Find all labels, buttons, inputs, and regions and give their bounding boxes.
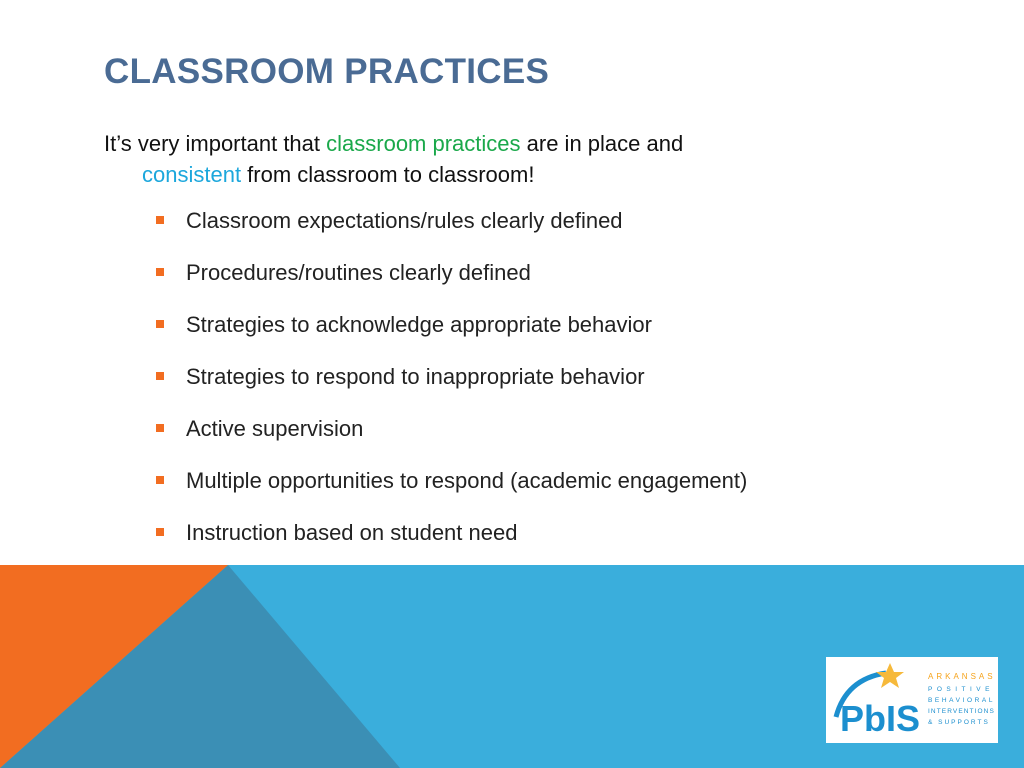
bullet-item [156, 359, 747, 411]
slide-title: CLASSROOM PRACTICES [104, 52, 550, 91]
intro-highlight-consistent: consistent [142, 162, 242, 187]
bullet-marker-icon [156, 372, 164, 380]
svg-text:INTERVENTIONS: INTERVENTIONS [928, 708, 995, 715]
bullet-text: Multiple opportunities to respond (academic engagement) [186, 468, 748, 493]
bullet-marker-icon [156, 320, 164, 328]
bullet-item [156, 411, 747, 463]
bullet-text: Strategies to acknowledge appropriate behavior [186, 312, 652, 337]
pbis-logo-wordmark: PbIS [840, 698, 921, 739]
bullet-item [156, 203, 747, 255]
bullet-marker-icon [156, 476, 164, 484]
svg-text:& SUPPORTS: & SUPPORTS [928, 719, 990, 726]
intro-part1: It’s very important that [104, 131, 327, 156]
bullet-item [156, 307, 747, 359]
bullet-text: Active supervision [186, 416, 364, 441]
bullet-marker-icon [156, 528, 164, 536]
bullet-text: Strategies to respond to inappropriate behavior [186, 364, 645, 389]
bullet-text: Classroom expectations/rules clearly defined [186, 208, 623, 233]
bullet-text: Instruction based on student need [186, 520, 518, 545]
pbis-logo [826, 657, 998, 743]
bullet-item [156, 463, 747, 515]
svg-text:ARKANSAS: ARKANSAS [928, 672, 996, 681]
intro-line2 [104, 159, 904, 190]
intro-part2: are in place and [520, 131, 684, 156]
bullet-list [156, 203, 747, 567]
bullet-marker-icon [156, 424, 164, 432]
bullet-marker-icon [156, 216, 164, 224]
bullet-text: Procedures/routines clearly defined [186, 260, 531, 285]
svg-text:BEHAVIORAL: BEHAVIORAL [928, 697, 996, 704]
bullet-item [156, 515, 747, 567]
svg-text:POSITIVE: POSITIVE [928, 686, 994, 693]
bullet-item [156, 255, 747, 307]
intro-highlight-classroom-practices: classroom practices [326, 131, 521, 156]
intro-text [104, 128, 904, 190]
bullet-marker-icon [156, 268, 164, 276]
pbis-logo-graphic [826, 657, 998, 743]
intro-part3: from classroom to classroom! [241, 162, 535, 187]
